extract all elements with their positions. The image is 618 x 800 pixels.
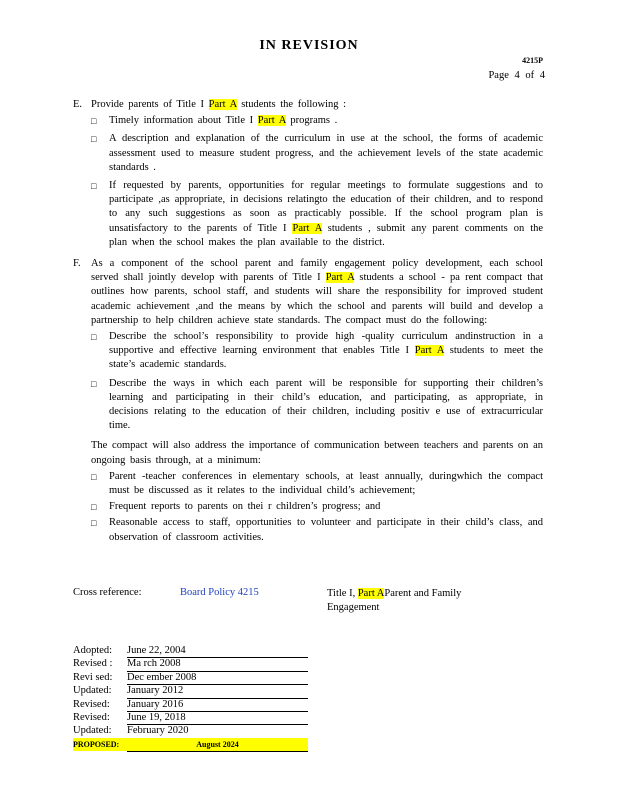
history-label: Updated: xyxy=(73,725,112,737)
section-f-intro-text-end: students a school - pa rent compact that outlines how parents, school staff, and students will share the responsibility for improved student academic achievement ,and the means by which the school and parents will build and develop a partnership to help children achieve state standards. The compact must do the following: xyxy=(91,272,544,326)
square-bullet-icon: □ xyxy=(91,181,97,192)
bullet-text: A description and explanation of the curriculum in use at the school, the forms of academic assessment used to measure student progress, and the achievement levels of the state academic standards . xyxy=(109,133,543,173)
bullet-text: Parent -teacher conferences in elementary schools, at least annually, duringwhich the compact must be discussed as it relates to the individual child’s achievement; xyxy=(109,470,543,497)
history-date: Ma rch 2008 xyxy=(127,657,308,671)
section-e-intro-text: Provide parents of Title I xyxy=(91,99,204,110)
bullet-text: Describe the school’s responsibility to provide high -quality curriculum andinstruction in a supportive and effective learning environment that enables Title I xyxy=(109,331,543,357)
section-f-label: F. xyxy=(73,258,81,269)
title-reference xyxy=(327,587,497,615)
section-f-intro-text: As a component of the school parent and family engagement policy development, each school served shall jointly develop with parents of Title I xyxy=(91,258,543,284)
history-date: Dec ember 2008 xyxy=(127,671,308,685)
square-bullet-icon: □ xyxy=(91,116,97,127)
square-bullet-icon: □ xyxy=(91,502,97,513)
section-e-intro-text-end: students the following : xyxy=(241,99,347,110)
highlight-part-a: Part A xyxy=(357,588,385,599)
section-e-label: E. xyxy=(73,99,83,110)
bullet-text: Timely information about Title I xyxy=(109,115,254,127)
section-e-intro xyxy=(91,98,543,112)
list-item xyxy=(91,470,543,498)
bullet-text-end: students to meet the state’s academic standards. xyxy=(109,345,543,371)
history-label: Revised : xyxy=(73,658,113,670)
list-item xyxy=(91,114,543,128)
history-date: June 19, 2018 xyxy=(127,711,308,725)
bullet-text-end: programs . xyxy=(290,115,338,127)
highlight-part-a: Part A xyxy=(325,272,355,284)
history-date: February 2020 xyxy=(127,724,308,738)
section-f-intro xyxy=(91,257,543,328)
title-reference-text: Title I, xyxy=(327,588,356,599)
list-item xyxy=(91,377,543,434)
list-item xyxy=(91,179,543,250)
cross-reference-label: Cross reference: xyxy=(73,587,142,598)
bullet-text: Describe the ways in which each parent will be responsible for supporting their children’s learning and participating in their child’s education, and participating, as appropriate, in decisions relating to the education of their children, including positiv e use of extracurricular time. xyxy=(109,377,543,432)
proposed-date: August 2024 xyxy=(127,738,308,752)
policy-number: 4215P xyxy=(522,56,543,65)
square-bullet-icon: □ xyxy=(91,134,97,145)
title-reference-text-end: Parent and Family Engagement xyxy=(327,588,462,613)
section-f xyxy=(73,257,543,545)
history-date: January 2012 xyxy=(127,684,308,698)
highlight-part-a: Part A xyxy=(208,99,237,110)
list-item xyxy=(91,132,543,175)
proposed-label: PROPOSED: xyxy=(73,738,127,751)
square-bullet-icon: □ xyxy=(91,471,97,482)
history-label: Adopted: xyxy=(73,645,113,656)
bullet-text-end: students , submit any parent comments on the plan when the school makes the plan available to the district. xyxy=(109,222,544,248)
square-bullet-icon: □ xyxy=(91,332,97,343)
highlight-part-a: Part A xyxy=(292,222,322,234)
history-label: Revised: xyxy=(73,698,110,710)
compact-text: The compact will also address the importance of communication between teachers and parents on an ongoing basis through, at a minimum: xyxy=(91,440,543,466)
page-title: IN REVISION xyxy=(259,38,359,53)
bullet-text: Reasonable access to staff, opportunities to volunteer and participate in their child’s class, and observation of classroom activities. xyxy=(109,517,543,543)
list-item xyxy=(91,500,543,514)
board-policy-link[interactable]: Board Policy 4215 xyxy=(180,587,259,598)
history-label: Revised: xyxy=(73,711,110,723)
highlight-part-a: Part A xyxy=(257,115,286,127)
history-date: January 2016 xyxy=(127,698,308,712)
history-label: Updated: xyxy=(73,685,112,697)
bullet-text: If requested by parents, opportunities for regular meetings to formulate suggestions and to participate ,as appropriate, in decisions relatingto the education of their children, and to respond to any such suggestions as soon as practicably possible. If the school program plan is unsatisfactory to the parents of Title I xyxy=(109,180,543,234)
compact-bullets xyxy=(91,470,543,545)
bullet-text: Frequent reports to parents on thei r children’s progress; and xyxy=(109,501,381,513)
page-number: Page 4 of 4 xyxy=(488,70,545,81)
section-f-bullets xyxy=(91,330,543,433)
highlight-part-a: Part A xyxy=(414,345,444,357)
section-e-bullets xyxy=(91,114,543,250)
list-item xyxy=(91,516,543,544)
section-e xyxy=(73,98,543,250)
history-label: Revi sed: xyxy=(73,671,113,683)
list-item xyxy=(91,330,543,373)
square-bullet-icon: □ xyxy=(91,518,97,529)
history-date: June 22, 2004 xyxy=(127,644,308,658)
square-bullet-icon: □ xyxy=(91,378,97,389)
